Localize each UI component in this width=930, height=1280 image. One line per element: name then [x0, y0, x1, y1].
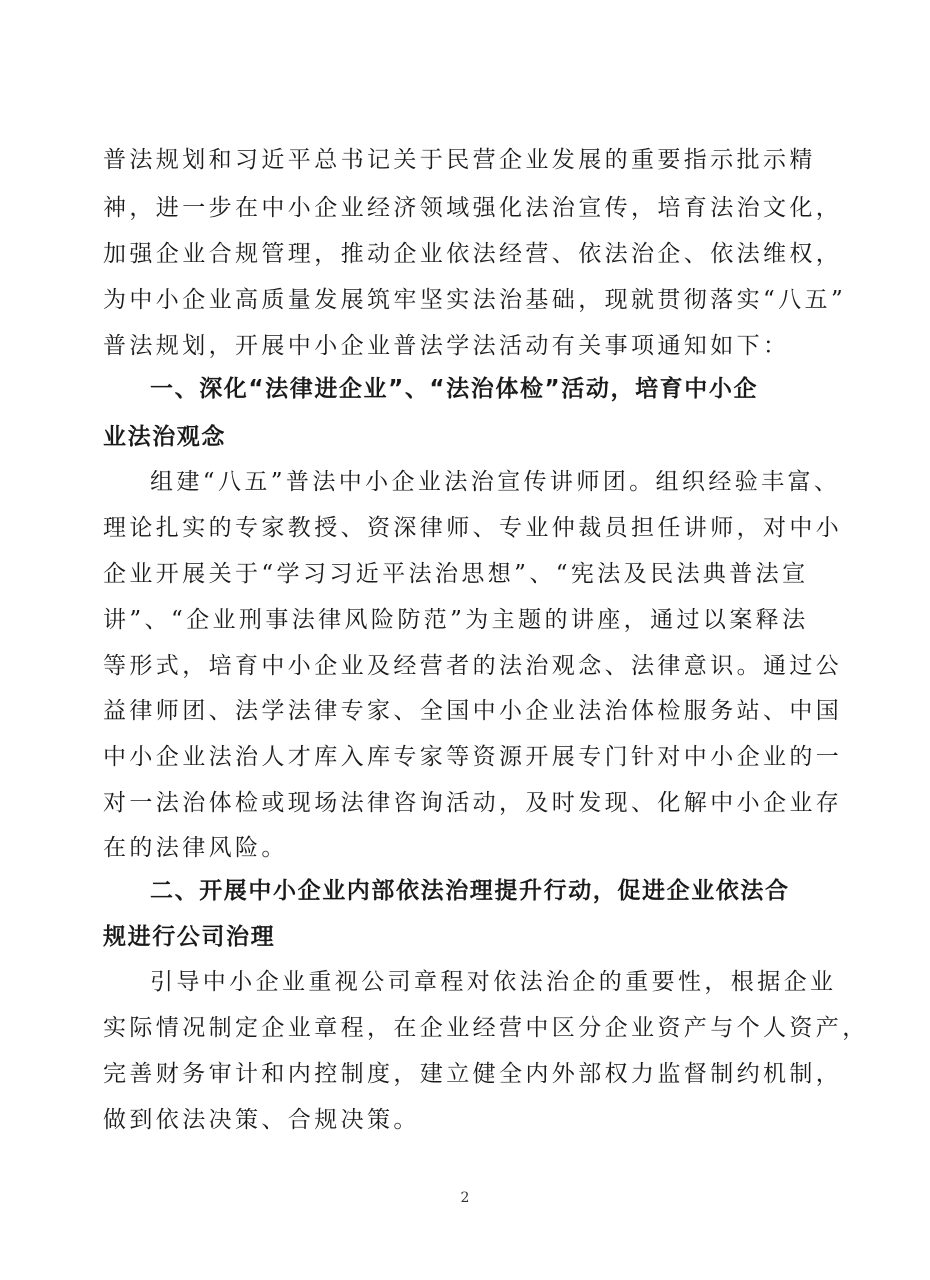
section-1-body-line: 在的法律风险。 [103, 835, 288, 861]
intro-line: 普法规划，开展中小企业普法学法活动有关事项通知如下： [103, 333, 790, 359]
intro-line: 普法规划和习近平总书记关于民营企业发展的重要指示批示精 [103, 147, 816, 173]
section-2-body-line: 完善财务审计和内控制度，建立健全内外部权力监督制约机制， [103, 1061, 843, 1087]
section-1-body-line: 益律师团、法学法律专家、全国中小企业法治体检服务站、中国 [103, 698, 843, 724]
section-1-body-line: 组建“八五”普法中小企业法治宣传讲师团。组织经验丰富、 [150, 469, 841, 495]
section-2-body-line: 做到依法决策、合规决策。 [103, 1107, 420, 1133]
section-1-body-line: 中小企业法治人才库入库专家等资源开展专门针对中小企业的一 [103, 744, 843, 770]
intro-line: 神，进一步在中小企业经济领域强化法治宣传，培育法治文化， [103, 195, 843, 221]
section-1-body-line: 对一法治体检或现场法律咨询活动，及时发现、化解中小企业存 [103, 790, 843, 816]
section-1-body-line: 企业开展关于“学习习近平法治思想”、“宪法及民法典普法宣 [103, 561, 809, 587]
section-2-body-line: 实际情况制定企业章程，在企业经营中区分企业资产与个人资产， [103, 1015, 869, 1041]
section-1-heading: 一、深化“法律进企业”、“法治体检”活动，培育中小企 [150, 376, 759, 402]
page-number: 2 [460, 1190, 470, 1206]
section-1-body-line: 理论扎实的专家教授、资深律师、专业仲裁员担任讲师，对中小 [103, 515, 843, 541]
section-1-heading: 业法治观念 [103, 424, 226, 450]
section-2-heading: 规进行公司治理 [103, 924, 276, 950]
section-1-body-line: 讲”、“企业刑事法律风险防范”为主题的讲座，通过以案释法 [103, 607, 809, 633]
intro-line: 加强企业合规管理，推动企业依法经营、依法治企、依法维权， [103, 241, 843, 267]
intro-line: 为中小企业高质量发展筑牢坚实法治基础，现就贯彻落实“八五” [103, 287, 847, 313]
section-1-body-line: 等形式，培育中小企业及经营者的法治观念、法律意识。通过公 [103, 653, 843, 679]
section-2-body-line: 引导中小企业重视公司章程对依法治企的重要性，根据企业 [150, 969, 837, 995]
section-2-heading: 二、开展中小企业内部依法治理提升行动，促进企业依法合 [150, 878, 790, 904]
